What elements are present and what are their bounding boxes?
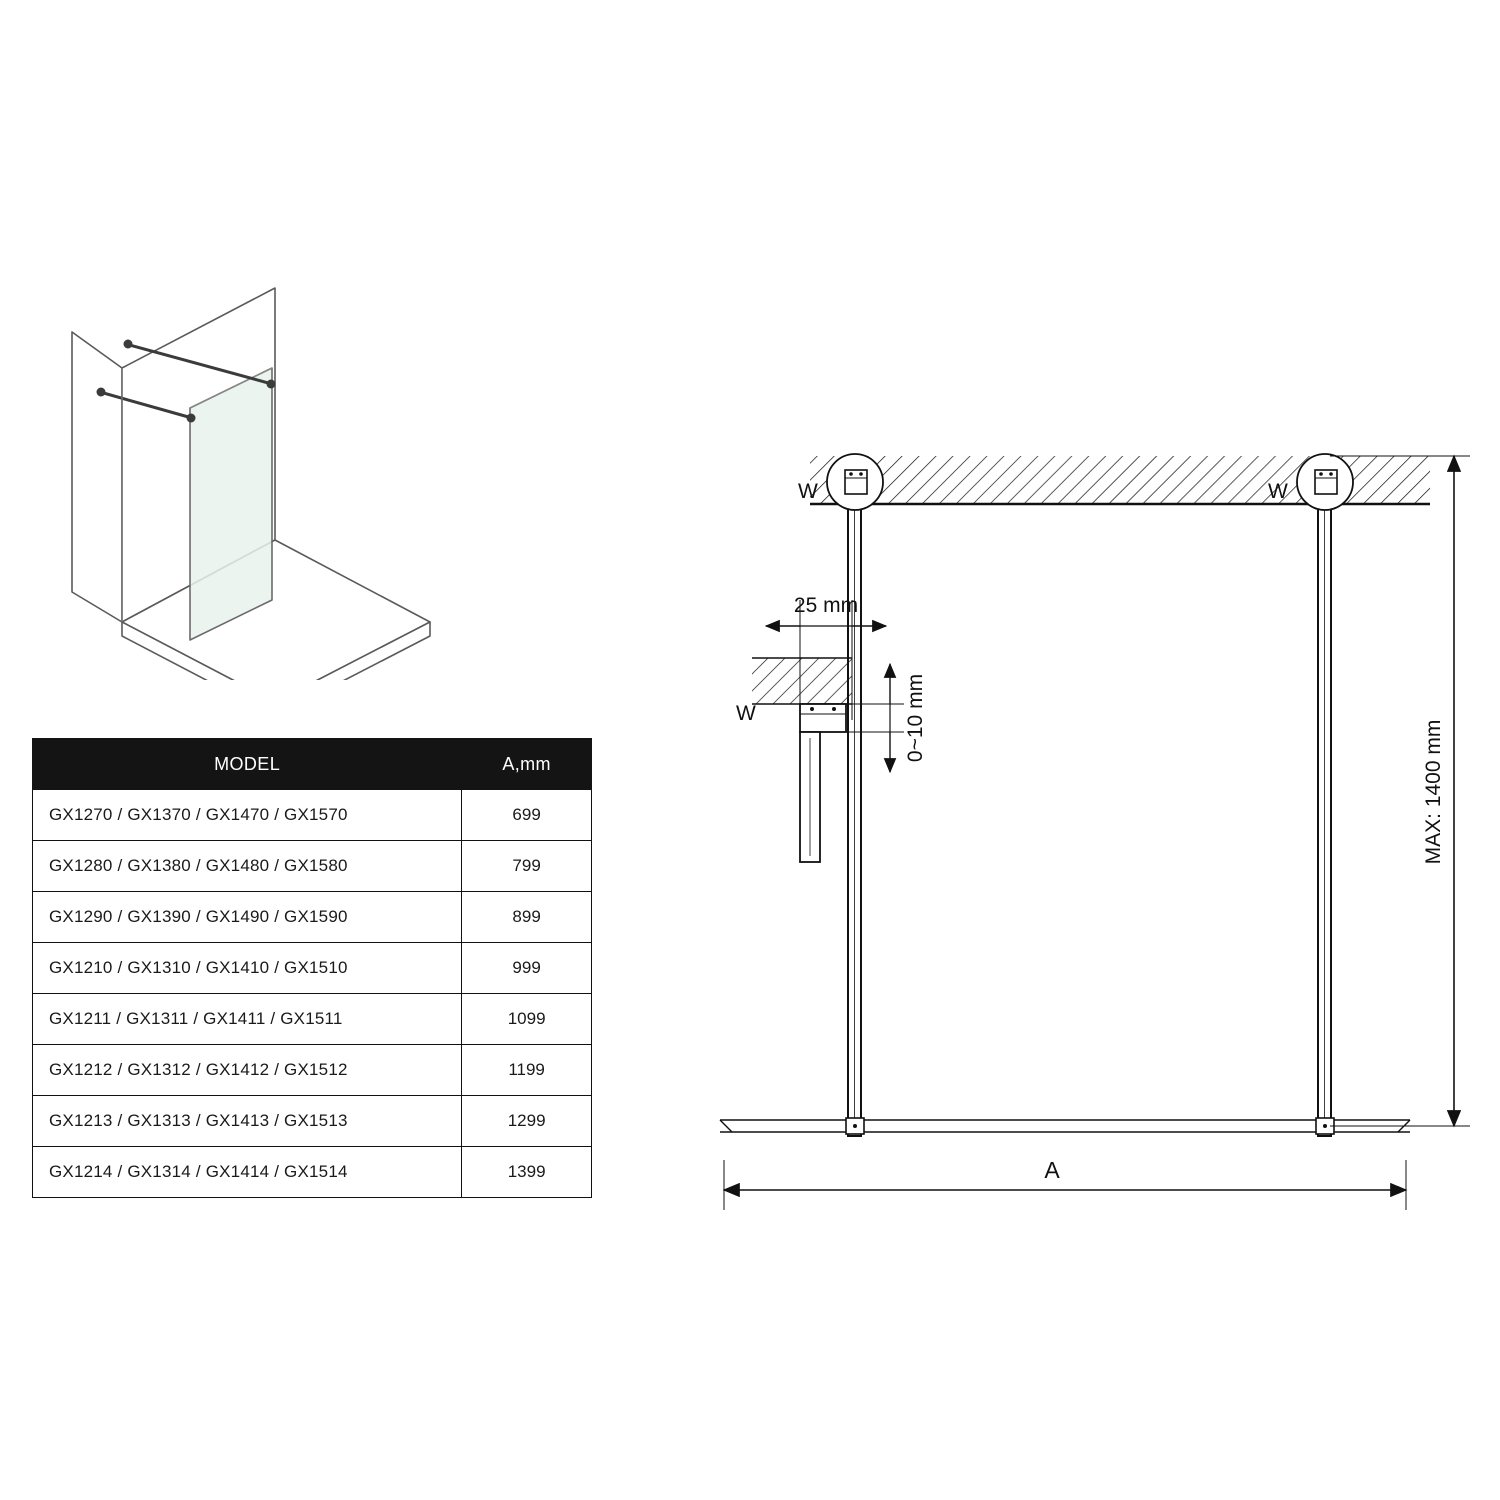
table-row <box>33 1096 592 1147</box>
table-row <box>33 1147 592 1198</box>
front-view <box>720 454 1470 1210</box>
label-wall-left: W <box>798 480 818 503</box>
cell-model: GX1270 / GX1370 / GX1470 / GX1570 <box>33 790 462 841</box>
cell-model: GX1213 / GX1313 / GX1413 / GX1513 <box>33 1096 462 1147</box>
detail-support-bar <box>800 732 820 862</box>
wall-fixing-right <box>1297 454 1353 510</box>
column-header-model: MODEL <box>33 739 462 790</box>
glass-panel-profile <box>720 1118 1410 1134</box>
cell-dimension-a: 999 <box>462 943 592 994</box>
label-wall-right: W <box>1268 480 1288 503</box>
column-header-value: A,mm <box>462 739 592 790</box>
model-dimension-table <box>32 738 592 1198</box>
cell-model: GX1211 / GX1311 / GX1411 / GX1511 <box>33 994 462 1045</box>
table-header-row <box>33 739 592 790</box>
cell-dimension-a: 1299 <box>462 1096 592 1147</box>
cell-model: GX1212 / GX1312 / GX1412 / GX1512 <box>33 1045 462 1096</box>
label-wall-detail: W <box>736 702 756 725</box>
cell-dimension-a: 699 <box>462 790 592 841</box>
dimension-max-height <box>1330 456 1470 1126</box>
dimension-label-max-height: MAX: 1400 mm <box>1422 719 1445 865</box>
wall-fixing-left <box>827 454 883 510</box>
cell-model: GX1280 / GX1380 / GX1480 / GX1580 <box>33 841 462 892</box>
detail-bracket <box>800 704 846 732</box>
dimension-thickness <box>766 594 886 626</box>
table-row <box>33 1045 592 1096</box>
table-row <box>33 790 592 841</box>
wall-mount-detail <box>736 594 927 862</box>
cell-dimension-a: 1399 <box>462 1147 592 1198</box>
cell-model: GX1290 / GX1390 / GX1490 / GX1590 <box>33 892 462 943</box>
dimension-label-a: A <box>1044 1157 1060 1183</box>
table-row <box>33 892 592 943</box>
support-bar-right <box>1318 504 1331 1136</box>
cell-model: GX1210 / GX1310 / GX1410 / GX1510 <box>33 943 462 994</box>
cell-dimension-a: 799 <box>462 841 592 892</box>
cell-dimension-a: 1099 <box>462 994 592 1045</box>
cell-dimension-a: 899 <box>462 892 592 943</box>
table-row <box>33 994 592 1045</box>
cell-dimension-a: 1199 <box>462 1045 592 1096</box>
dimension-width-a <box>724 1157 1406 1210</box>
detail-wall-hatch <box>752 658 852 704</box>
dimension-label-thickness: 25 mm <box>793 594 859 617</box>
cell-model: GX1214 / GX1314 / GX1414 / GX1514 <box>33 1147 462 1198</box>
dimension-label-gap: 0~10 mm <box>904 673 927 763</box>
table-row <box>33 943 592 994</box>
isometric-walk-in-shower-panel <box>60 240 480 680</box>
technical-drawing <box>700 420 1490 1260</box>
table-row <box>33 841 592 892</box>
